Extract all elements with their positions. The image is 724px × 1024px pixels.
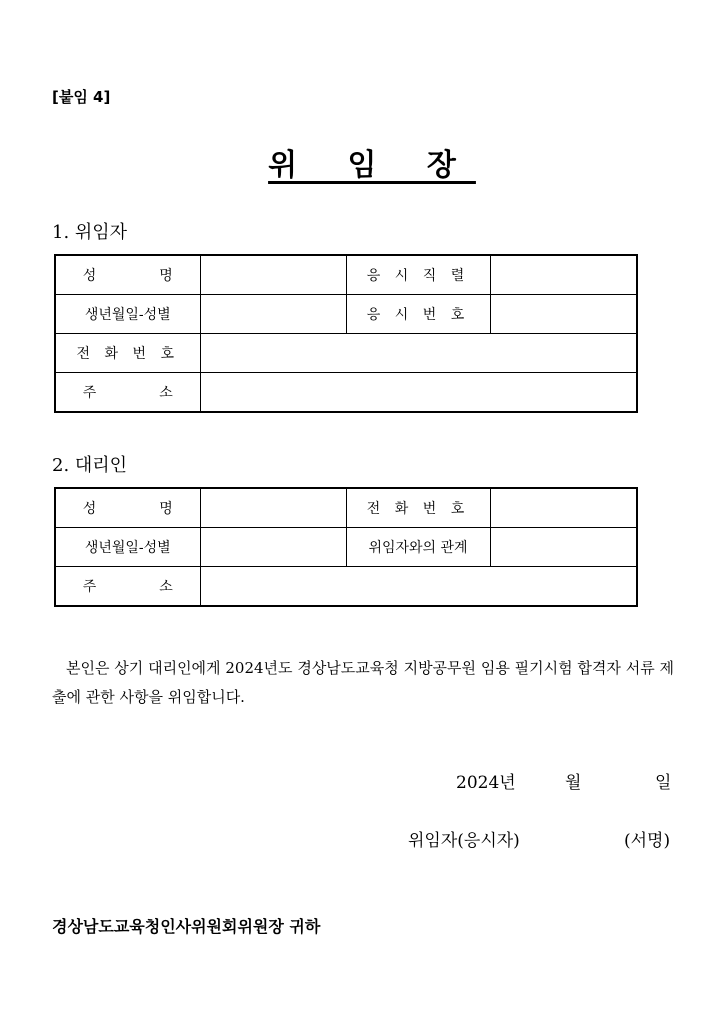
document-title: 위 임 장 (268, 148, 476, 183)
name-label-cell (55, 255, 200, 295)
name-field[interactable] (200, 255, 346, 295)
proxy-address-field[interactable] (200, 567, 637, 607)
phone-label-cell (55, 334, 200, 373)
date-day: 일 (655, 773, 672, 793)
relationship-label-cell (346, 528, 490, 567)
proxy-phone-field[interactable] (490, 488, 637, 528)
address-field[interactable] (200, 373, 637, 413)
relationship-label: 위임자와의 관계 (368, 540, 468, 556)
date-year: 2024년 (456, 773, 516, 793)
birthdate-gender-label: 생년월일-성별 (84, 307, 171, 323)
table-row (55, 488, 637, 528)
proxy-birthdate-label: 생년월일-성별 (84, 540, 171, 556)
birthdate-gender-field[interactable] (200, 295, 346, 334)
table-row (55, 295, 637, 334)
section2-heading: 2. 대리인 (52, 455, 128, 476)
attachment-label: [붙임 4] (52, 88, 111, 106)
address-label: 주 소 (82, 385, 173, 401)
exam-category-label-cell (346, 255, 490, 295)
delegator-table (54, 254, 638, 413)
phone-field[interactable] (200, 334, 637, 373)
birthdate-gender-label-cell (55, 295, 200, 334)
exam-number-field[interactable] (490, 295, 637, 334)
section1-heading: 1. 위임자 (52, 222, 128, 243)
table-row (55, 373, 637, 413)
exam-category-field[interactable] (490, 255, 637, 295)
table-row (55, 567, 637, 607)
date-month: 월 (565, 773, 582, 793)
proxy-phone-label: 전 화 번 호 (366, 501, 470, 517)
exam-number-label: 응 시 번 호 (366, 307, 470, 323)
exam-number-label-cell (346, 295, 490, 334)
name-label: 성 명 (82, 268, 173, 284)
proxy-name-label: 성 명 (82, 501, 173, 517)
proxy-table (54, 487, 638, 607)
proxy-address-label-cell (55, 567, 200, 607)
table-row (55, 528, 637, 567)
signature-mark: (서명) (624, 831, 671, 851)
proxy-birthdate-field[interactable] (200, 528, 346, 567)
signature-label: 위임자(응시자) (408, 831, 520, 851)
document-title-wrapper (0, 140, 724, 184)
table-row (55, 255, 637, 295)
delegation-statement: 본인은 상기 대리인에게 2024년도 경상남도교육청 지방공무원 임용 필기시험 합격자 서류 제출에 관한 사항을 위임합니다. (52, 659, 674, 706)
relationship-field[interactable] (490, 528, 637, 567)
addressee: 경상남도교육청인사위원회위원장 귀하 (52, 917, 321, 936)
exam-category-label: 응 시 직 렬 (366, 268, 470, 284)
proxy-phone-label-cell (346, 488, 490, 528)
address-label-cell (55, 373, 200, 413)
table-row (55, 334, 637, 373)
phone-label: 전 화 번 호 (76, 346, 179, 362)
proxy-address-label: 주 소 (82, 579, 173, 595)
proxy-name-label-cell (55, 488, 200, 528)
proxy-birthdate-label-cell (55, 528, 200, 567)
proxy-name-field[interactable] (200, 488, 346, 528)
